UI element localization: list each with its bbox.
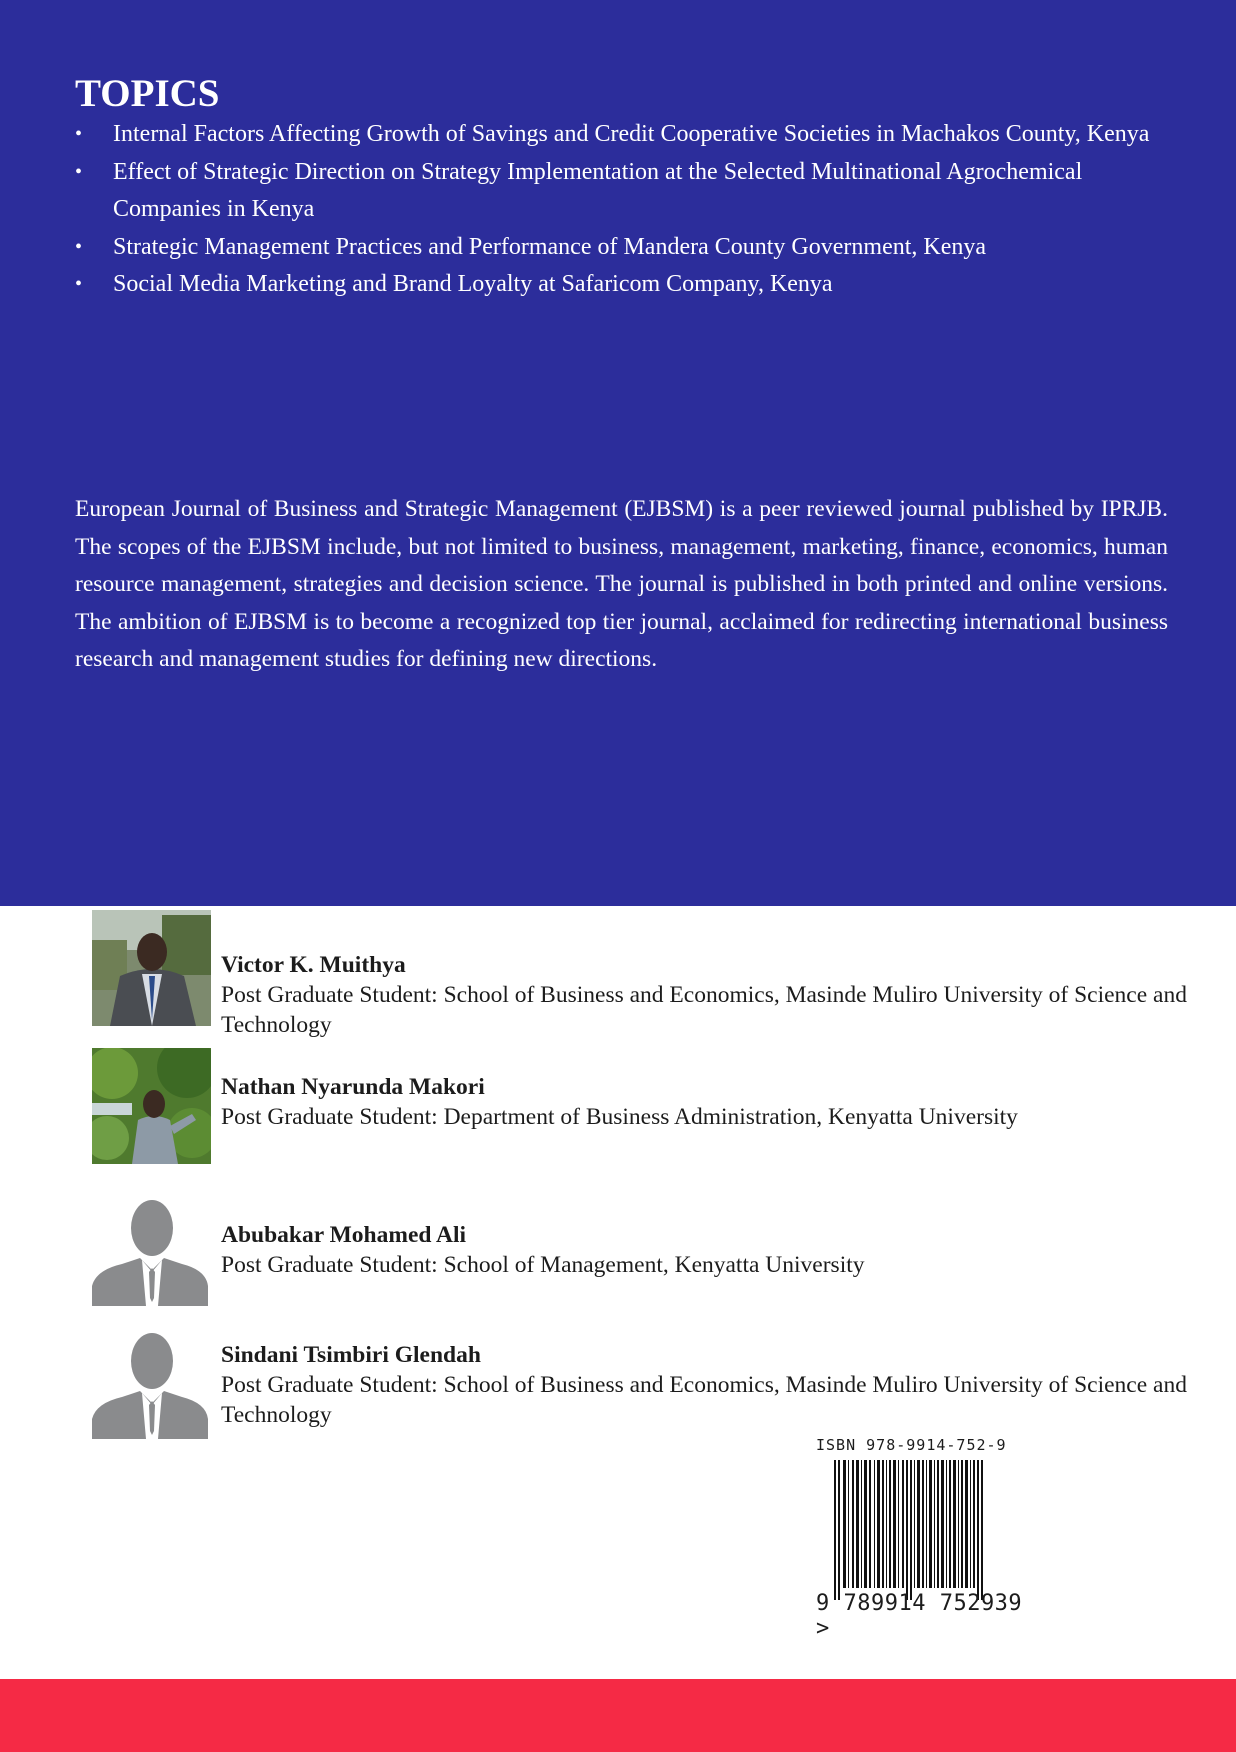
topic-item xyxy=(75,116,1175,154)
topic-item xyxy=(75,154,1175,229)
topic-text: Strategic Management Practices and Performance of Mandera County Government, Kenya xyxy=(113,233,987,260)
author-entry xyxy=(92,1190,1152,1306)
author-name: Sindani Tsimbiri Glendah xyxy=(221,1342,481,1368)
topic-item xyxy=(75,229,1175,267)
author-details xyxy=(221,1340,1221,1430)
bullet-icon: • xyxy=(75,235,83,258)
author-name: Victor K. Muithya xyxy=(221,952,406,978)
avatar-placeholder-icon xyxy=(92,1323,211,1439)
topic-text: Effect of Strategic Direction on Strategy Implementation at the Selected Multinational Agrochemical Companies in Kenya xyxy=(113,158,1083,222)
author-name: Abubakar Mohamed Ali xyxy=(221,1222,467,1248)
topic-item xyxy=(75,266,1175,304)
topics-title: TOPICS xyxy=(75,72,220,115)
topic-text: Internal Factors Affecting Growth of Savings and Credit Cooperative Societies in Machakos County, Kenya xyxy=(113,121,1150,147)
author-affiliation: Post Graduate Student: School of Business and Economics, Masinde Muliro University of Science and Technology xyxy=(221,1372,1187,1428)
bullet-icon: • xyxy=(75,160,83,183)
topic-text: Social Media Marketing and Brand Loyalty at Safaricom Company, Kenya xyxy=(113,271,833,297)
author-affiliation: Post Graduate Student: School of Management, Kenyatta University xyxy=(221,1252,865,1278)
topics-list xyxy=(75,116,1175,304)
journal-description: European Journal of Business and Strategic Management (EJBSM) is a peer reviewed journal published by IPRJB. The scopes of the EJBSM include, but not limited to business, management, marketing, finance, economics, human resource management, strategies and decision science. The journal is published in both printed and online versions. The ambition of EJBSM is to become a recognized top tier journal, acclaimed for redirecting international business research and management studies for defining new directions. xyxy=(75,496,1168,672)
author-entry xyxy=(92,910,1187,1038)
author-photo-icon xyxy=(92,910,211,1026)
author-details xyxy=(221,1220,1221,1280)
bullet-icon: • xyxy=(75,123,83,145)
author-photo xyxy=(92,1048,211,1164)
author-affiliation: Post Graduate Student: School of Business and Economics, Masinde Muliro University of Science and Technology xyxy=(221,982,1187,1038)
isbn-label: ISBN 978-9914-752-9 xyxy=(816,1436,1007,1454)
author-details xyxy=(221,1072,1221,1132)
cover-bottom-band xyxy=(0,1679,1236,1752)
barcode-icon xyxy=(814,1460,1014,1600)
author-photo xyxy=(92,1190,211,1306)
avatar-placeholder-icon xyxy=(92,1190,211,1306)
author-affiliation: Post Graduate Student: Department of Business Administration, Kenyatta University xyxy=(221,1104,1018,1130)
author-name: Nathan Nyarunda Makori xyxy=(221,1074,485,1100)
author-entry xyxy=(92,1048,1152,1164)
author-photo-icon xyxy=(92,1048,211,1164)
author-entry xyxy=(92,1323,1187,1439)
bullet-icon: • xyxy=(75,273,83,295)
author-photo xyxy=(92,910,211,1026)
author-photo xyxy=(92,1323,211,1439)
isbn-barcode xyxy=(814,1436,1044,1641)
author-details xyxy=(221,950,1221,1040)
isbn-digits: 9 789914 752939 > xyxy=(816,1591,1023,1641)
